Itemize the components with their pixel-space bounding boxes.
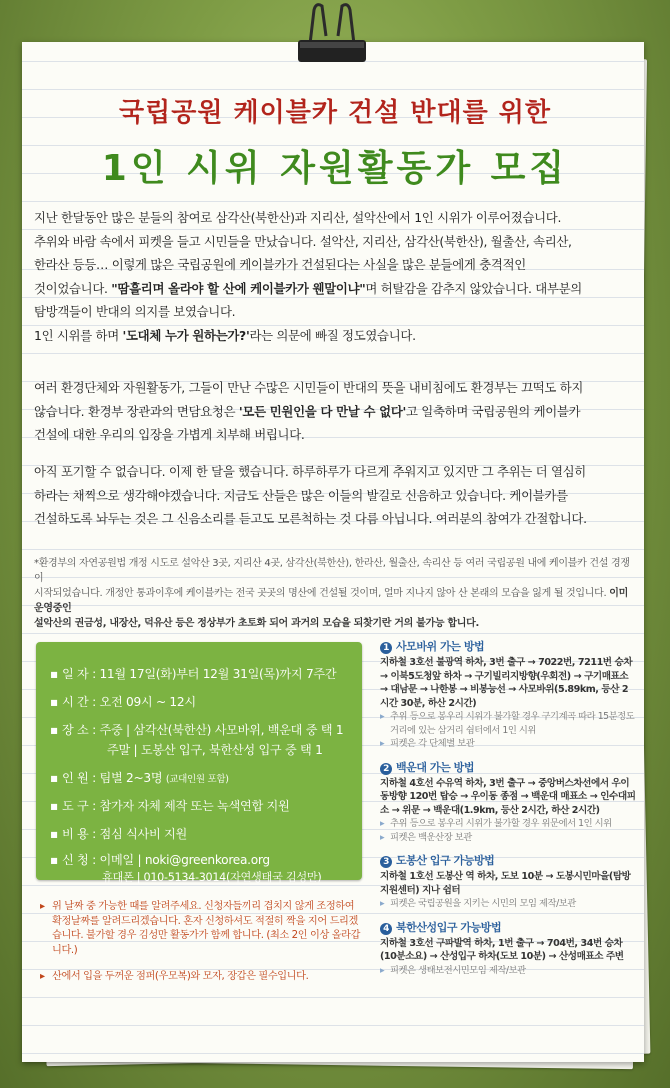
direction-note: ▸ 피켓은 국립공원을 지키는 시민의 모임 제작/보관 [380,897,636,911]
text-line: 추위와 바람 속에서 피켓을 들고 시민들을 만났습니다. 설악산, 지리산, 삼각산(북한산), 월출산, 속리산, [34,233,572,249]
directions-list [380,638,636,985]
info-people: ▪ 인 원 : 팀별 2~3명 (교대인원 포함) [50,771,229,785]
info-date: ▪ 일 자 : 11월 17일(화)부터 12월 31일(목)까지 7주간 [50,667,337,681]
text-line: 않습니다. 환경부 장관과의 면담요청은 '모든 민원인을 다 만날 수 없다'고 일축하며 국립공원의 케이블카 [34,403,581,419]
text-line: 1인 시위를 하며 '도대체 누가 원하는가?'라는 의문에 빠질 정도였습니다. [34,327,416,343]
direction-note: ▸ 피켓은 백운산장 보관 [380,831,636,845]
quote-highlight: "땀흘리며 올라야 할 산에 케이블카가 웬말이냐" [111,280,366,296]
text-line: 것이었습니다. "땀흘리며 올라야 할 산에 케이블카가 웬말이냐"며 허탈감을 감추지 않았습니다. 대부분의 [34,280,582,296]
text-line: 건설하도록 놔두는 것은 그 신음소리를 듣고도 모른척하는 것 다름 아닙니다. 여러분의 참여가 간절합니다. [34,511,587,526]
number-badge: 1 [380,642,392,654]
paragraph-1 [34,206,638,347]
direction-desc: 지하철 4호선 수유역 하차, 3번 출구 → 중앙버스차선에서 우이동방향 120번 탑승 → 우이동 종점 → 백운대 매표소 → 인수대피소 → 위문 → 백운대(1.9km, 등산 2시간, 하산 2시간) [380,777,636,816]
paragraph-2 [34,376,638,447]
info-tools: ▪ 도 구 : 참가자 자체 제작 또는 녹색연합 지원 [50,799,290,813]
direction-note: ▸ 피켓은 각 단체별 보관 [380,737,636,751]
direction-desc: 지하철 3호선 구파발역 하차, 1번 출구 → 704번, 34번 승차(10분소요) → 산성입구 하차(도보 10분) → 산성매표소 주변 [380,937,624,962]
direction-item [380,919,636,978]
info-time: ▪ 시 간 : 오전 09시 ~ 12시 [50,695,196,709]
note-schedule: ▸ 위 날짜 중 가능한 때를 알려주세요. 신청자들끼리 겹치지 않게 조정하여 확정날짜를 알려드리겠습니다. 혼자 신청하셔도 적절히 짝을 지어 드리겠습니다. 불가할 경우 김성만 활동가가 함께 합니다. (최소 2인 이상 올라갑니다.) [40,900,362,958]
direction-note: ▸ 추위 등으로 봉우리 시위가 불가할 경우 구기계곡 따라 15분정도 거리에 있는 삼거리 쉼터에서 1인 시위 [380,710,636,737]
text-line: 아직 포기할 수 없습니다. 이제 한 달을 했습니다. 하루하루가 다르게 추워지고 있지만 그 추위는 더 열심히 [34,464,586,479]
direction-title: 북한산성입구 가능방법 [396,920,502,934]
direction-item [380,638,636,751]
direction-note: ▸ 피켓은 생태보전시민모임 제작/보관 [380,964,636,978]
info-apply-phone: 휴대폰 | 010-5134-3014(자연생태국 김성만) [102,871,322,884]
number-badge: 2 [380,763,392,775]
text-line: 지난 한달동안 많은 분들의 참여로 삼각산(북한산)과 지리산, 설악산에서 1인 시위가 이루어졌습니다. [34,210,562,225]
participation-notes [40,900,362,985]
note-clothing: ▸ 산에서 입을 두꺼운 점퍼(우모복)와 모자, 장갑은 필수입니다. [40,970,362,985]
paragraph-3 [34,460,638,531]
direction-desc: 지하철 3호선 불광역 하차, 3번 출구 → 7022번, 7211번 승차 → 이북5도청앞 하차 → 구기빌리지방향(우회전) → 구기매표소 → 대남문 → 나한봉 → 비봉능선 → 사모바위(5.89km, 등산 2시간 30분, 하산 2시간) [380,657,633,709]
binder-clip-icon [292,0,372,64]
quote-highlight: '도대체 누가 원하는가?' [122,327,250,343]
info-place: ▪ 장 소 : 주중 | 삼각산(북한산) 사모바위, 백운대 중 택 1 [50,723,344,737]
direction-title: 도봉산 입구 가능방법 [396,854,495,867]
footnote: *환경부의 자연공원법 개정 시도로 설악산 3곳, 지리산 4곳, 삼각산(북한산), 한라산, 월출산, 속리산 등 여러 국립공원 내에 케이블카 건설 경쟁이 시작되었습니다. 개정안 통과이후에 케이블카는 전국 곳곳의 명산에 건설될 것이며, 얼마 지나지 않아 산 본래의 모습을 잃게 될 것입니다. 이미 운영중인 설악산의 권금성, 내장산, 덕유산 등은 정상부가 초토화 되어 과거의 모습을 되찾기란 거의 불가능 합니다. [34,558,630,629]
direction-note: ▸ 추위 등으로 봉우리 시위가 불가할 경우 위문에서 1인 시위 [380,817,636,831]
direction-title: 백운대 가는 방법 [396,760,474,774]
text-line: 여러 환경단체와 자원활동가, 그들이 만난 수많은 시민들이 반대의 뜻을 내비침에도 환경부는 끄떡도 하지 [34,380,584,395]
direction-item [380,852,636,911]
text-line: 하라는 채찍으로 생각해야겠습니다. 지금도 산들은 많은 이들의 발길로 신음하고 있습니다. 케이블카를 [34,487,568,503]
text-line: 탐방객들이 반대의 의지를 보였습니다. [34,304,236,319]
direction-item [380,759,636,845]
poster-title-line1: 국립공원 케이블카 건설 반대를 위한 [119,98,551,128]
event-info-box [36,642,362,884]
direction-title: 사모바위 가는 방법 [396,640,485,653]
info-cost: ▪ 비 용 : 점심 식사비 지원 [50,827,187,841]
text-line: 건설에 대한 우리의 입장을 가볍게 치부해 버립니다. [34,427,305,442]
info-apply-email: ▪ 신 청 : 이메일 | noki@greenkorea.org [50,853,270,867]
number-badge: 3 [380,856,392,868]
number-badge: 4 [380,923,392,935]
quote-highlight: '모든 민원인을 다 만날 수 없다' [238,403,406,419]
text-line: 한라산 등등… 이렇게 많은 국립공원에 케이블카가 건설된다는 사실을 많은 분들에게 충격적인 [34,257,526,272]
direction-desc: 지하철 1호선 도봉산 역 하차, 도보 10분 → 도봉시민마을(탐방지원센터) 지나 쉼터 [380,871,631,896]
poster-title-line2: 1인 시위 자원활동가 모집 [101,148,569,189]
info-place-weekend: 주말 | 도봉산 입구, 북한산성 입구 중 택 1 [107,743,323,757]
